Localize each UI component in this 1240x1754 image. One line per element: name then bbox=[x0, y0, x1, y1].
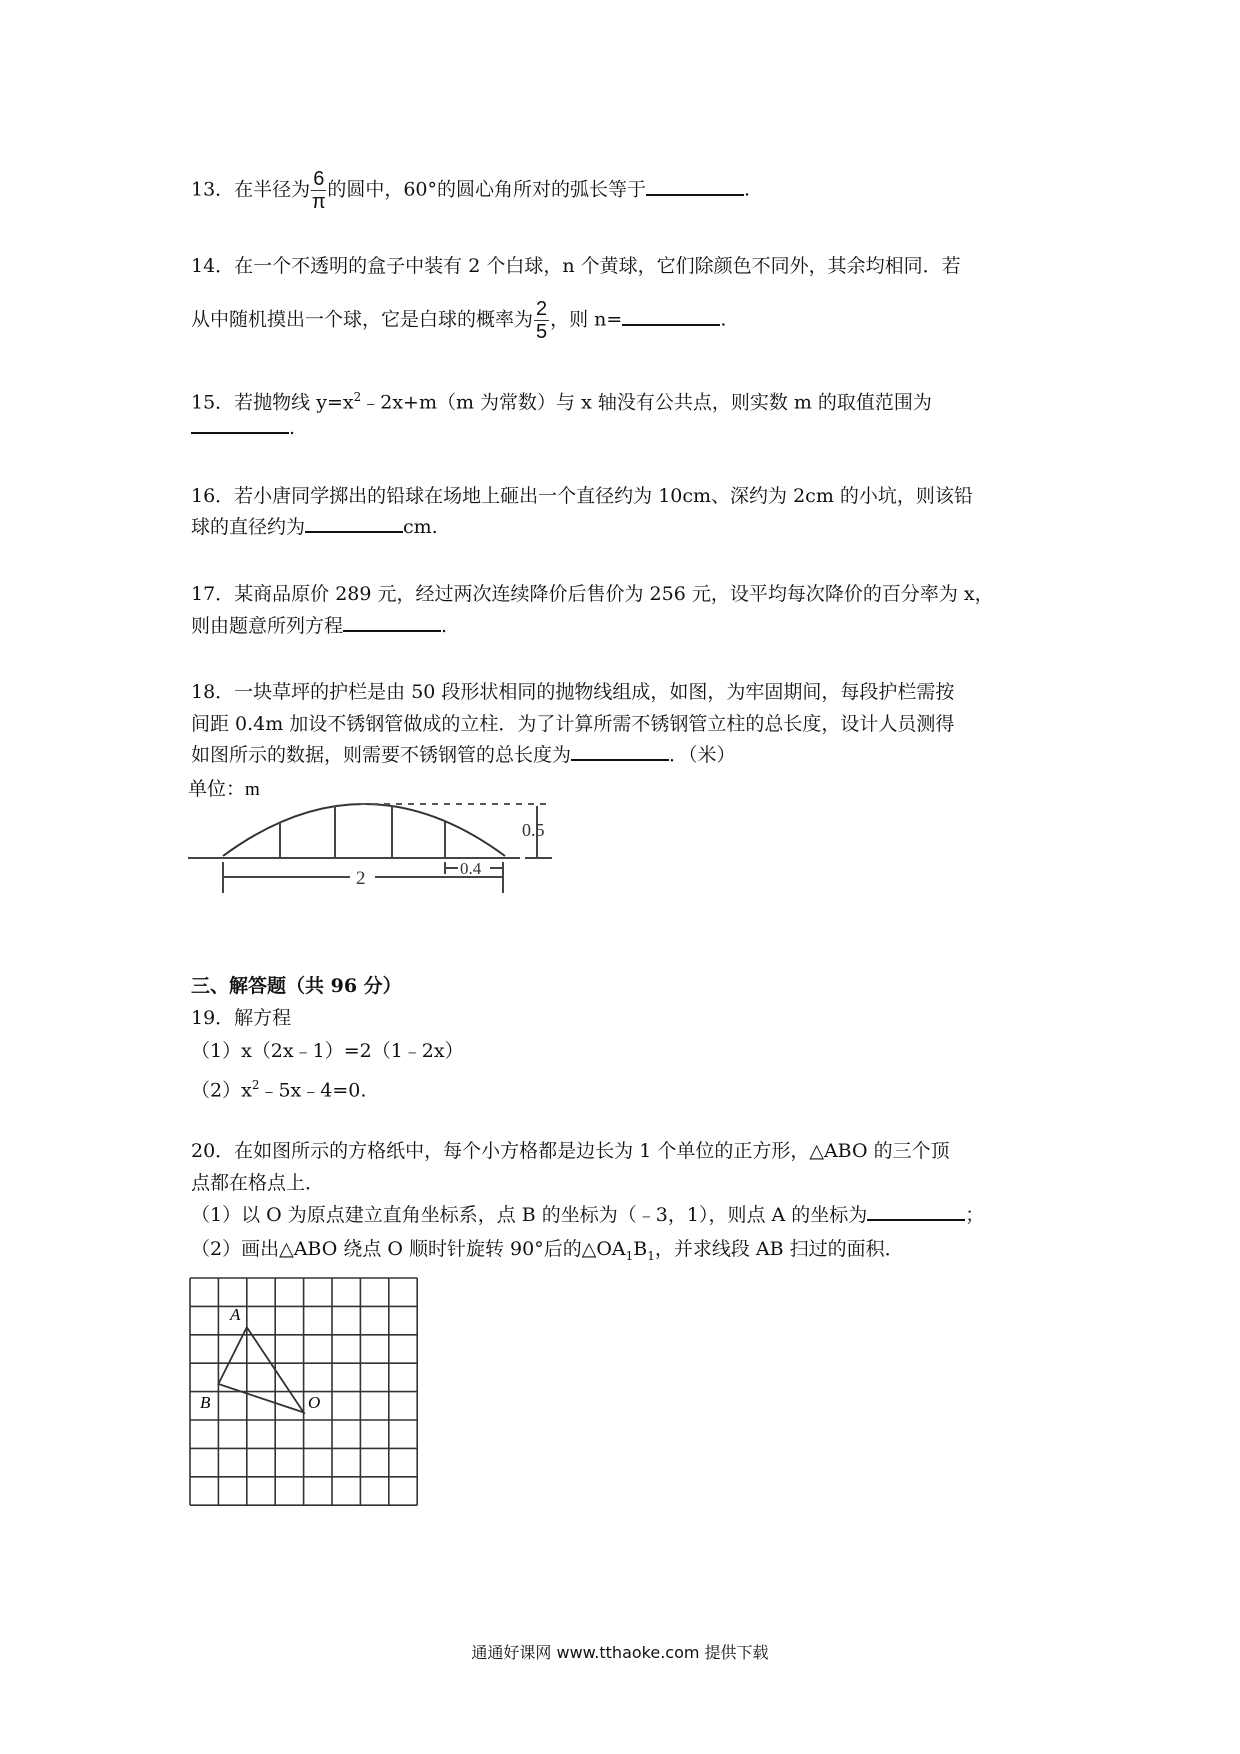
question-20-part1 bbox=[191, 1201, 984, 1229]
q13-end: . bbox=[744, 178, 751, 201]
subscript: 1 bbox=[625, 1248, 634, 1263]
question-19-part1: （1）x（2x﹣1）=2（1﹣2x） bbox=[191, 1040, 464, 1062]
q14-text: 从中随机摸出一个球，它是白球的概率为 bbox=[191, 308, 534, 331]
question-20-line2: 点都在格点上． bbox=[191, 1172, 325, 1194]
q14-text-2: ，则 n= bbox=[550, 308, 623, 331]
grid-lines bbox=[190, 1278, 417, 1505]
question-18-line1: 18．一块草坪的护栏是由 50 段形状相同的抛物线组成，如图，为牢固期间，每段护栏需按 bbox=[191, 681, 955, 703]
question-17-line1: 17．某商品原价 289 元，经过两次连续降价后售价为 256 元，设平均每次降价的百分率为 x， bbox=[191, 583, 994, 605]
question-20-line1: 20．在如图所示的方格纸中，每个小方格都是边长为 1 个单位的正方形，△ABO 的三个顶 bbox=[191, 1140, 950, 1162]
q20-text-2: ，并求线段 AB 扫过的面积． bbox=[654, 1238, 904, 1260]
label-b: B bbox=[200, 1393, 211, 1412]
parabola-arc bbox=[223, 804, 505, 856]
denominator: π bbox=[311, 191, 326, 213]
superscript: 2 bbox=[353, 390, 362, 404]
q14-end: . bbox=[720, 308, 727, 331]
numerator: 2 bbox=[536, 298, 548, 320]
q13-text-2: 的圆中，60°的圆心角所对的弧长等于 bbox=[327, 178, 646, 201]
question-16-line1: 16．若小唐同学掷出的铅球在场地上砸出一个直径约为 10cm、深约为 2cm 的小坑，则该铅 bbox=[191, 485, 973, 507]
grid-figure bbox=[186, 1274, 422, 1510]
question-19-part2 bbox=[191, 1071, 366, 1104]
q15-text-2: ﹣2x+m（m 为常数）与 x 轴没有公共点，则实数 m 的取值范围为 bbox=[361, 391, 932, 414]
subscript: 1 bbox=[647, 1248, 655, 1263]
q17-text: 则由题意所列方程 bbox=[191, 615, 344, 637]
q16-end: cm. bbox=[403, 516, 438, 538]
q19-text: （2）x bbox=[191, 1079, 252, 1102]
question-19-title: 19．解方程 bbox=[191, 1007, 292, 1029]
q20-end: ； bbox=[965, 1204, 985, 1226]
question-18-line2: 间距 0.4m 加设不锈钢管做成的立柱．为了计算所需不锈钢管立柱的总长度，设计人员测得 bbox=[191, 713, 955, 735]
question-14-line1: 14．在一个不透明的盒子中装有 2 个白球，n 个黄球，它们除颜色不同外，其余均相同．若 bbox=[191, 255, 961, 277]
footer: 通通好课网 www.tthaoke.com 提供下载 bbox=[471, 1643, 769, 1662]
q20-text: （2）画出△ABO 绕点 O 顺时针旋转 90°后的△OA bbox=[191, 1238, 626, 1260]
q18-text: 如图所示的数据，则需要不锈钢管的总长度为 bbox=[191, 744, 572, 766]
question-20-part2 bbox=[191, 1235, 904, 1270]
superscript: 2 bbox=[251, 1078, 260, 1092]
q16-text: 球的直径约为 bbox=[191, 516, 306, 538]
unit-label: 单位：m bbox=[188, 779, 260, 800]
q15-text: 15．若抛物线 y=x bbox=[191, 391, 354, 414]
q19-text-2: ﹣5x﹣4=0. bbox=[259, 1079, 367, 1102]
q13-text: 13．在半径为 bbox=[191, 178, 311, 201]
triangle-abo bbox=[218, 1327, 303, 1412]
q20-text: （1）以 O 为原点建立直角坐标系，点 B 的坐标为（﹣3，1），则点 A 的坐标为 bbox=[191, 1204, 868, 1226]
q20-text-b: B bbox=[633, 1238, 648, 1260]
q15-end: . bbox=[289, 417, 296, 439]
numerator: 6 bbox=[313, 168, 325, 190]
denominator: 5 bbox=[536, 321, 548, 343]
spacing-label: 0.4 bbox=[460, 859, 482, 878]
label-o: O bbox=[308, 1393, 321, 1412]
span-label: 2 bbox=[356, 868, 366, 889]
label-a: A bbox=[230, 1305, 241, 1324]
height-label: 0.5 bbox=[522, 820, 545, 840]
section-heading: 三、解答题（共 96 分） bbox=[191, 975, 402, 997]
q18-end: ．（米） bbox=[669, 744, 736, 766]
q17-end: . bbox=[441, 615, 448, 637]
answer-blank[interactable] bbox=[867, 1201, 965, 1221]
